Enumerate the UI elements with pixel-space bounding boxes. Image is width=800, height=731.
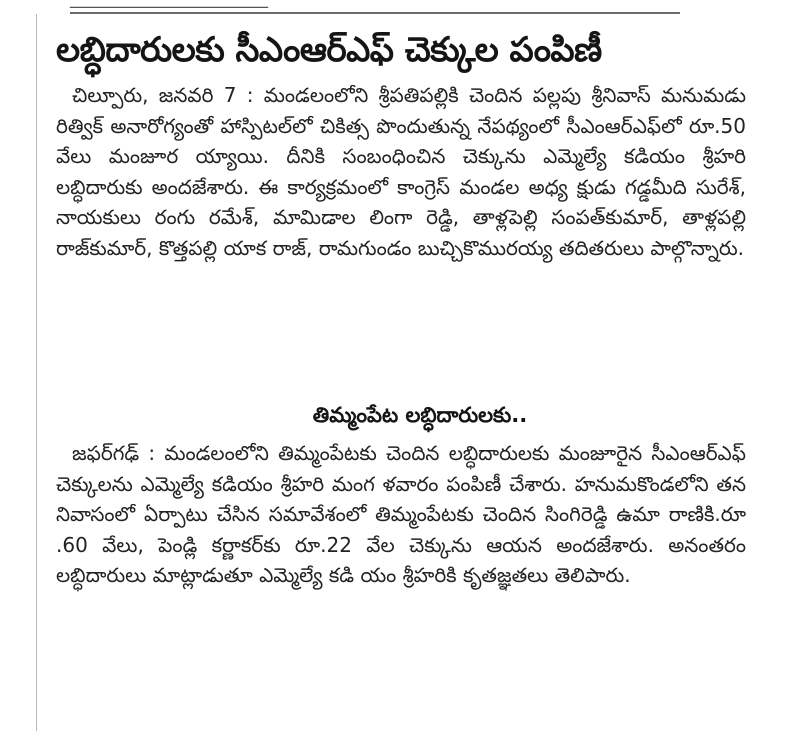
column-divider [36, 14, 37, 731]
article-headline: లబ్ధిదారులకు సీఎంఆర్‌ఎఫ్ చెక్కుల పంపిణీ [56, 30, 602, 70]
article-paragraph-zaffergadh: జఫర్‌గఢ్ : మండలంలోని తిమ్మంపేటకు చెందిన లబ్ధిదారులకు మంజూరైన సీఎంఆర్‌ఎఫ్ చెక్కులను ఎమ్మెల్యే కడియం శ్రీహరి మంగ ళవారం పంపిణీ చేశారు. హనుమకొండలోని తన నివాసంలో ఏర్పాటు చేసిన సమావేశంలో తిమ్మంపేటకు చెందిన సింగిరెడ్డి ఉమా రాణికి.రూ .60 వేలు, పెండ్లి కర్ణాకర్‌కు రూ.22 వేల చెక్కును ఆయన అందజేశారు. అనంతరం లబ్ధిదారులు మాట్లాడుతూ ఎమ్మెల్యే కడి యం శ్రీహరికి కృతజ్ఞతలు తెలిపారు. [56, 441, 746, 587]
article-paragraph-chilpur: చిల్పూరు, జనవరి 7 : మండలంలోని శ్రీపతిపల్లికి చెందిన పల్లపు శ్రీనివాస్ మనుమడు రిత్విక్ అనారోగ్యంతో హాస్పిటల్‌లో చికిత్స పొందుతున్న నేపథ్యంలో సీఎంఆర్‌ఎఫ్‌లో రూ.50 వేలు మంజూర య్యాయి. దీనికి సంబంధించిన చెక్కును ఎమ్మెల్యే కడియం శ్రీహరి లబ్ధిదారుకు అందజేశారు. ఈ కార్యక్రమంలో కాంగ్రెస్ మండల అధ్య క్షుడు గడ్డమీది సురేశ్, నాయకులు రంగు రమేశ్, మామిడాల లింగా రెడ్డి, తాళ్లపెల్లి సంపత్‌కుమార్, తాళ్లపల్లి రాజ్‌కుమార్, కొత్తపల్లి యాక రాజ్, రామగుండం బుచ్చికొమురయ్య తదితరులు పాల్గొన్నారు. [56, 83, 746, 260]
clipped-previous-article [70, 0, 680, 10]
top-divider [70, 12, 680, 14]
article-subheading: తిమ్మంపేట లబ్ధిదారులకు.. [312, 403, 528, 427]
clipped-previous-text [70, 0, 268, 9]
